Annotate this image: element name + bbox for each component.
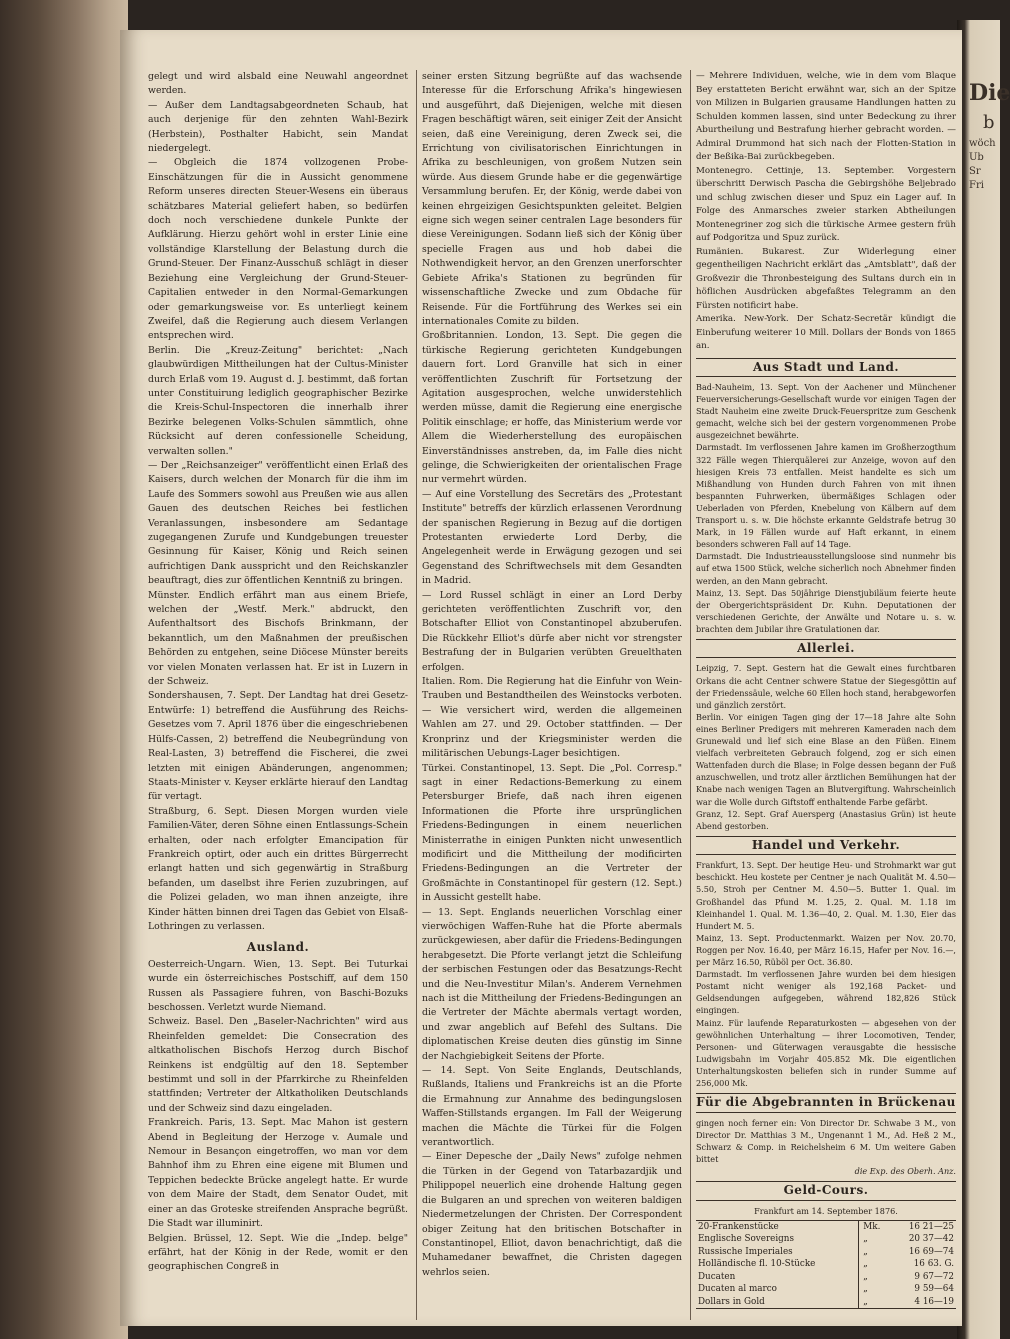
currency-name: Dollars in Gold — [698, 1296, 765, 1307]
currency-row — [696, 1258, 956, 1271]
currency-name: 20-Frankenstücke — [698, 1221, 779, 1232]
currency-name: Russische Imperiales — [698, 1246, 793, 1257]
article-paragraph: Belgien. Brüssel, 12. Sept. Wie die „Indep. belge" erfährt, hat der König in der Rede, womit er den geographischen Congreß in — [148, 1232, 408, 1273]
currency-value: 16 69—74 — [908, 1246, 954, 1257]
article-paragraph: Schweiz. Basel. Den „Baseler-Nachrichten" wird aus Rheinfelden gemeldet: Die Consecration des altkatholischen Bischofs Herzog durch Bischof Reinkens ist endgültig auf den 18. September bestimmt und soll in der Pfarrkirche zu Rheinfelden stattfinden; Vertreter der Altkatholiken Deutschlands und der Schweiz sind dazu eingeladen. — [148, 1016, 408, 1114]
market-paragraph: Mainz, 13. Sept. Productenmarkt. Waizen per Nov. 20.70, Roggen per Nov. 16.40, per März 16.15, Hafer per Nov. 16.—, per März 16.50, Rüböl per Oct. 36.80. — [696, 932, 956, 968]
article-paragraph: — Lord Russel schlägt in einer an Lord Derby gerichteten veröffentlichten Zuschrift vor, den Botschafter Elliot von Constantinopel abzuberufen. Die Rückkehr Elliot's dürfe aber nicht vor strengster Bestrafung der in Bulgarien verübten Greuelthaten erfolgen. — [422, 589, 682, 673]
currency-row — [696, 1233, 956, 1246]
currency-unit: „ — [859, 1246, 891, 1259]
currency-unit: „ — [859, 1296, 891, 1309]
currency-row — [696, 1271, 956, 1284]
edge-fragment: Ub — [969, 152, 984, 163]
section-title-geld-cours: Geld-Cours. — [696, 1181, 956, 1201]
currency-name: Ducaten al marco — [698, 1284, 777, 1295]
currency-value: 9 59—64 — [914, 1284, 954, 1295]
column-3 — [696, 70, 956, 1309]
misc-paragraph: Berlin. Vor einigen Tagen ging der 17—18 Jahre alte Sohn eines Berliner Predigers mit mehreren Kameraden nach dem Grunewald und lief sich eine Blase an den Füßen. Einem vielfach verbreiteten Gebrauch folgend, zog er sich einen Wattenfaden durch die Blase; in Folge dessen begann der Fuß anzuschwellen, und trotz aller ärztlichen Bemühungen hat der Knabe nach wenigen Tagen an Blutvergiftung. Wahrscheinlich war die Wolle durch Giftstoff enthaltende Farbe gefärbt. — [696, 711, 956, 807]
currency-unit: „ — [859, 1283, 891, 1296]
article-paragraph: — Außer dem Landtagsabgeordneten Schaub, hat auch derjenige für den zehnten Wahl-Bezirk (Herbstein), Posthalter Habicht, sein Mandat niedergelegt. — [148, 99, 408, 155]
currency-value: 9 67—72 — [914, 1271, 954, 1282]
article-paragraph: — Einer Depesche der „Daily News" zufolge nehmen die Türken in der Gegend von Tatarbazardjik und Philippopel neuerlich eine drohende Haltung gegen die Bulgaren an und sprechen von weiteren baldigen Niedermetzelungen der Christen. Der Correspondent obiger Zeitung hat den britischen Botschafter in Constantinopel, Elliot, davon benachrichtigt, daß die Muhamedaner bewaffnet, die Christen dagegen wehrlos seien. — [422, 1151, 682, 1278]
currency-value: 16 63. G. — [913, 1259, 954, 1270]
currency-unit: „ — [859, 1258, 891, 1271]
currency-name: Englische Sovereigns — [698, 1234, 794, 1245]
article-paragraph: — Der „Reichsanzeiger" veröffentlicht einen Erlaß des Kaisers, durch welchen der Monarch für die ihm im Laufe des Sommers sowohl aus Preußen wie aus allen Gauen des deutschen Reiches bei festlichen Veranlassungen, insbesondere am Sedantage zugegangenen Zurufe und Kundgebungen treuester Gesinnung für Kaiser, König und Reich seinen aufrichtigen Dank ausspricht und den Reichskanzler beauftragt, dies zur öffentlichen Kenntniß zu bringen. — [148, 459, 408, 587]
article-paragraph: Türkei. Constantinopel, 13. Sept. Die „Pol. Corresp." sagt in einer Redactions-Bemerkung zu einem Petersburger Briefe, daß nach ihren eigenen Informationen die Pforte ihre ursprünglichen Friedens-Bedingungen in einem neuerlichen Ministerrathe in einigen Punkten nicht unwesentlich modificirt und die Mittheilung der modificirten Friedens-Bedingungen an die Vertreter der Großmächte in Constantinopel für gestern (12. Sept.) in Aussicht gestellt habe. — [422, 762, 682, 904]
article-paragraph: Oesterreich-Ungarn. Wien, 13. Sept. Bei Tuturkai wurde ein österreichisches Postschiff, auf dem 150 Russen als Passagiere fuhren, von Baschi-Bozuks beschossen. Verletzt wurde Niemand. — [148, 958, 408, 1013]
article-paragraph: gelegt und wird alsbald eine Neuwahl angeordnet werden. — [148, 71, 408, 97]
edge-fragment: wöch — [969, 138, 996, 149]
edge-fragment: Die — [969, 80, 1010, 106]
edge-fragment: Fri — [969, 180, 984, 191]
section-title-stadt-land: Aus Stadt und Land. — [696, 358, 956, 378]
donation-signature: die Exp. des Oberh. Anz. — [854, 1165, 956, 1176]
currency-row — [696, 1246, 956, 1259]
edge-fragment: Sr — [969, 166, 981, 177]
article-paragraph: — 14. Sept. Von Seite Englands, Deutschlands, Rußlands, Italiens und Frankreichs ist an die Pforte die Ermahnung zur Annahme des bedingungslosen Waffen-Stillstands ergangen. Im Fall der Weigerung machen die Mächte die Türkei für die Folgen verantwortlich. — [422, 1065, 682, 1149]
article-paragraph: — Auf eine Vorstellung des Secretärs des „Protestant Institute" betreffs der kürzlich erlassenen Verordnung der spanischen Regierung in Bezug auf die dortigen Protestanten erwiederte Lord Derby, die Angelegenheit werde in Erwägung gezogen und sei Gegenstand des Schriftwechsels mit dem Gesandten in Madrid. — [422, 488, 682, 587]
market-paragraph: Frankfurt, 13. Sept. Der heutige Heu- und Strohmarkt war gut beschickt. Heu kostete per Centner je nach Qualität M. 4.50—5.50, Stroh per Centner M. 4.50—5. Butter 1. Qual. im Großhandel das Pfund M. 1.25, 2. Qual. M. 1.18 im Kleinhandel 1. Qual. M. 1.36—40, 2. Qual. M. 1.30, Eier das Hundert M. 5. — [696, 860, 956, 931]
local-news-paragraph: Darmstadt. Die Industrieausstellungsloose sind nunmehr bis auf etwa 1500 Stück, welche sicherlich noch Abnehmer finden werden, an den Mann gebracht. — [696, 551, 956, 586]
currency-row — [696, 1296, 956, 1309]
currency-unit: „ — [859, 1271, 891, 1284]
edge-fragment: b — [983, 112, 995, 133]
currency-row — [696, 1220, 956, 1233]
currency-table — [696, 1220, 956, 1310]
newspaper-page — [120, 30, 962, 1326]
article-paragraph: Straßburg, 6. Sept. Diesen Morgen wurden viele Familien-Väter, deren Söhne einen Entlassungs-Schein erhalten, oder nach erfolgter Emancipation für Frankreich optirt, oder auch ein drittes Bürgerrecht erlangt hatten und sich gegenwärtig in Straßburg befanden, um daselbst ihre Ferien zuzubringen, auf die Polizei geladen, wo man ihnen anzeigte, ihre Kinder hätten binnen drei Tagen das Gebiet von Elsaß-Lothringen zu verlassen. — [148, 805, 408, 932]
currency-row — [696, 1283, 956, 1296]
section-title-handel: Handel und Verkehr. — [696, 836, 956, 856]
article-paragraph: Italien. Rom. Die Regierung hat die Einfuhr von Wein-Trauben und Bestandtheilen des Weinstocks verboten. — Wie versichert wird, werden die allgemeinen Wahlen am 27. und 29. October stattfinden. — Der Kronprinz und der Kriegsminister werden die militärischen Uebungs-Lager besichtigen. — [422, 676, 682, 760]
column-rule — [690, 70, 691, 1320]
local-news-paragraph: Mainz, 13. Sept. Das 50jährige Dienstjubiläum feierte heute der Obergerichtspräsident Dr. Kuhn. Deputationen der verschiedenen Gerichte, der Anwälte und Notare u. s. w. brachten dem Jubilar ihre Gratulationen dar. — [696, 587, 956, 634]
section-title-ausland: Ausland. — [246, 940, 310, 955]
donation-paragraph: gingen noch ferner ein: Von Director Dr. Schwabe 3 M., von Director Dr. Matthias 3 M., Ungenannt 1 M., Ad. Heß 2 M., Schwarz & Comp. in Reichelsheim 6 M. Um weitere Gaben bittet — [696, 1117, 956, 1164]
currency-unit: Mk. — [859, 1220, 891, 1233]
misc-paragraph: Leipzig, 7. Sept. Gestern hat die Gewalt eines furchtbaren Orkans die acht Centner schwere Statue der Siegesgöttin auf der Friedenssäule, welche 60 Ellen hoch stand, herabgeworfen und gänzlich zerstört. — [696, 663, 956, 710]
market-paragraph: Darmstadt. Im verflossenen Jahre wurden bei dem hiesigen Postamt nicht weniger als 192,168 Packet- und Geldsendungen aufgegeben, während 182,826 Stück eingingen. — [696, 969, 956, 1016]
currency-unit: „ — [859, 1233, 891, 1246]
local-news-paragraph: Darmstadt. Im verflossenen Jahre kamen im Großherzogthum 322 Fälle wegen Thierquälerei zur Anzeige, wovon auf den hiesigen Kreis 73 entfallen. Meist handelte es sich um Mißhandlung von Hunden durch Fahren von mit ihnen bespannten Fuhrwerken, übermäßiges Schlagen oder Ueberladen von Pferden, Knebelung von Kälbern auf dem Transport u. s. w. Die höchste erkannte Geldstrafe betrug 30 Mark, in 19 Fällen wurde auf Haft erkannt, in einem besonders schweren Fall auf 14 Tage. — [696, 442, 956, 550]
article-paragraph: — Mehrere Individuen, welche, wie in dem vom Blaque Bey erstatteten Bericht erwähnt war, sich an der Spitze von Milizen in Bulgarien grausame Handlungen hatten zu Schulden kommen lassen, sind unter Bedeckung zu ihrer Aburtheilung und Bestrafung hierher gebracht worden. — Admiral Drummond hat sich nach der Flotten-Station in der Beßika-Bai zurückbegeben. — [696, 71, 956, 162]
local-news-paragraph: Bad-Nauheim, 13. Sept. Von der Aachener und Münchener Feuerversicherungs-Gesellschaft wurde vor einigen Tagen der Stadt Nauheim eine zweite Druck-Feuerspritze zum Geschenk gemacht, welche sich bei der gestern vorgenommenen Probe ausgezeichnet bewährte. — [696, 382, 956, 441]
article-paragraph: Rumänien. Bukarest. Zur Widerlegung einer gegentheiligen Nachricht erklärt das „Amtsblatt", daß der Großvezir die Thronbesteigung des Sultans durch ein in höflichen Ausdrücken abgefaßtes Telegramm an den Fürsten notificirt habe. — [696, 246, 956, 311]
currency-value: 16 21—25 — [908, 1221, 954, 1232]
column-2 — [422, 70, 682, 1280]
article-paragraph: Sondershausen, 7. Sept. Der Landtag hat drei Gesetz-Entwürfe: 1) betreffend die Ausführung des Reichs-Gesetzes vom 7. April 1876 über die eingeschriebenen Hülfs-Cassen, 2) betreffend die Neubegründung von Real-Lasten, 3) betreffend die Fischerei, die zwei letzten mit einigen Abänderungen, angenommen; Staats-Minister v. Keyser erklärte hierauf den Landtag für vertagt. — [148, 690, 408, 803]
article-paragraph: Berlin. Die „Kreuz-Zeitung" berichtet: „Nach glaubwürdigen Mittheilungen hat der Cultus-Minister durch Erlaß vom 19. August d. J. bestimmt, daß fortan unter Constituirung lediglich geographischer Bezirke die Kreis-Schul-Inspectoren die innerhalb ihrer Bezirke belegenen Volks-Schulen sämmtlich, ohne Rücksicht auf deren confessionelle Scheidung, verwalten sollen." — [148, 344, 408, 457]
article-paragraph: — Obgleich die 1874 vollzogenen Probe-Einschätzungen für die in Aussicht genommene Reform unseres directen Steuer-Wesens ein überaus schätzbares Material geliefert haben, so bedürfen doch noch verschiedene dunkele Punkte der Aufklärung. Hierzu gehört wohl in erster Linie eine vollständige Klarstellung der Belastung durch die Grund-Steuer. Der Finanz-Ausschuß schlägt in dieser Beziehung eine Vergleichung der Grund-Steuer-Capitalien entweder in den Normal-Gemarkungen oder gemarkungsweise vor. Es unterliegt keinem Zweifel, daß die Regierung auch diesem Verlangen entsprechen wird. — [148, 157, 408, 342]
column-rule — [416, 70, 417, 1320]
article-paragraph: — 13. Sept. Englands neuerlichen Vorschlag einer vierwöchigen Waffen-Ruhe hat die Pforte abermals zurückgewiesen, aber dafür die Friedens-Bedingungen herabgesetzt. Die Pforte verlangt jetzt die Schleifung der serbischen Festungen oder das Besatzungs-Recht und die Neu-Investitur Milan's. Anderem Vernehmen nach ist die Mittheilung der Friedens-Bedingungen an die Vertreter der Mächte abermals vertagt worden, und zwar angeblich auf Befehl des Sultans. Die diplomatischen Kreise deuten dies günstig im Sinne der Nachgiebigkeit Seitens der Pforte. — [422, 906, 682, 1062]
market-paragraph: Mainz. Für laufende Reparaturkosten — abgesehen von der gewöhnlichen Unterhaltung — ihrer Locomotiven, Tender, Personen- und Güterwagen verausgabte die hessische Ludwigsbahn im Vorjahr 405.852 Mk. Die eigentlichen Unterhaltungskosten beliefen sich in runder Summe auf 256,000 Mk. — [696, 1017, 956, 1088]
book-binding-left — [0, 0, 128, 1339]
next-page-edge — [957, 20, 1010, 1339]
section-title-allerlei: Allerlei. — [696, 639, 956, 659]
currency-value: 4 16—19 — [914, 1296, 954, 1307]
misc-paragraph: Granz, 12. Sept. Graf Auersperg (Anastasius Grün) ist heute Abend gestorben. — [696, 808, 956, 831]
geld-cours-subtitle: Frankfurt am 14. September 1876. — [754, 1205, 898, 1216]
article-paragraph: seiner ersten Sitzung begrüßte auf das wachsende Interesse für die Erforschung Afrika's hingewiesen und ausgeführt, daß Diejenigen, welche mit diesen Fragen beschäftigt wären, seit einiger Zeit der Ansicht seien, daß eine Vereinigung, deren Zweck sei, die Errichtung von civilisatorischen Einrichtungen in Afrika zu beschleunigen, von großem Nutzen sein würde. Aus diesem Grunde habe er die gegenwärtige Versammlung berufen. Er, der König, werde dabei von keinen ehrgeizigen Gesichtspunkten geleitet. Belgien eigne sich wegen seiner centralen Lage besonders für diese Vereinigungen. Sodann ließ sich der König über specielle Fragen aus und hob dabei die Nothwendigkeit hervor, an den Grenzen unerforschter Gebiete Afrika's Stationen zu begründen für wissenschaftliche Zwecke und zum Obdache für Reisende. Für die Fortführung des Werkes sei ein internationales Comite zu bilden. — [422, 71, 683, 327]
article-paragraph: Montenegro. Cettinje, 13. September. Vorgestern überschritt Derwisch Pascha die Gebirgshöhe Beljebrado und schlug zwischen dieser und Spuz ein Lager auf. In Folge des Anmarsches zweier starken Abtheilungen Montenegriner zog sich die türkische Armee gestern früh auf Podgoritza und Spuz zurück. — [696, 165, 956, 243]
article-paragraph: Münster. Endlich erfährt man aus einem Briefe, welchen der „Westf. Merk." abdruckt, den Aufenthaltsort des Bischofs Brinkmann, der bekanntlich, um den Maßnahmen der preußischen Behörden zu entgehen, seine Diöcese Münster bereits vor vielen Monaten verlassen hat. Er ist in Luzern in der Schweiz. — [148, 589, 408, 688]
currency-value: 20 37—42 — [908, 1234, 954, 1245]
article-paragraph: Großbritannien. London, 13. Sept. Die gegen die türkische Regierung gerichteten Kundgebungen dauern fort. Lord Granville hat sich in einer veröffentlichten Zuschrift für Fortsetzung der Agitation ausgesprochen, welche unwiderstehlich werden müsse, damit die Regierung eine energische Politik einschlage; er hoffe, das Ministerium werde vor Allem die Wiederherstellung des europäischen Einverständnisses anstreben, da, im Falle dies nicht gelinge, die Schwierigkeiten der orientalischen Frage nur vermehrt würden. — [422, 330, 682, 486]
column-1 — [148, 70, 408, 1275]
section-title-brueckenau: Für die Abgebrannten in Brückenau — [696, 1093, 956, 1113]
currency-name: Holländische fl. 10-Stücke — [698, 1259, 816, 1270]
article-paragraph: Frankreich. Paris, 13. Sept. Mac Mahon ist gestern Abend in Begleitung der Herzoge v. Aumale und Nemour in Besançon eingetroffen, wo man vor dem Bahnhof ihm zu Ehren eine eigene mit Blumen und Teppichen bedeckte Brücke angelegt hatte. Er wurde von dem Maire der Stadt, dem Senator Oudet, mit einer an das Groteske streifenden Ansprache begrüßt. Die Stadt war illuminirt. — [148, 1117, 408, 1230]
currency-name: Ducaten — [698, 1271, 736, 1282]
article-paragraph: Amerika. New-York. Der Schatz-Secretär kündigt die Einberufung weiterer 10 Mill. Dollars der Bonds von 1865 an. — [696, 314, 956, 351]
